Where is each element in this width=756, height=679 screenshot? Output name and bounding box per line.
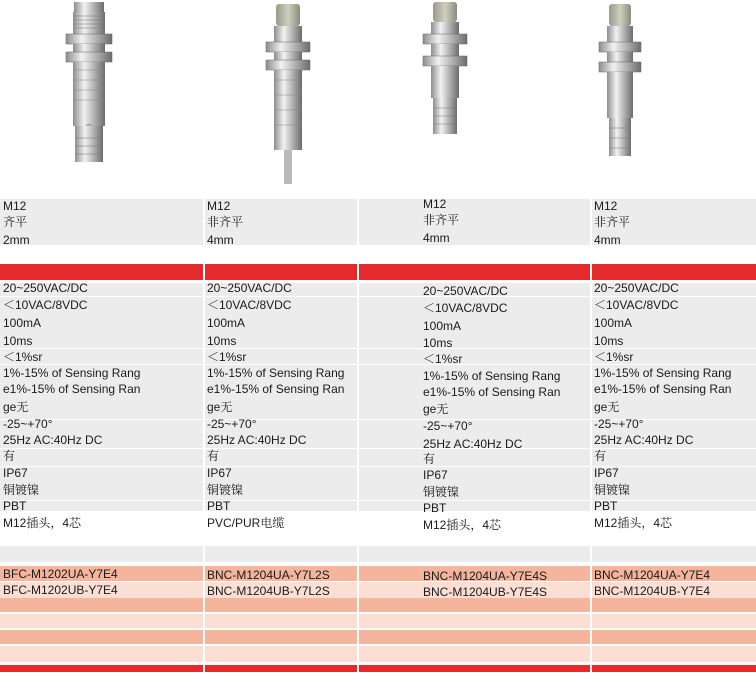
model-number-col4: BNC-M1204UB-Y7E4 bbox=[594, 584, 711, 598]
spec-frequency-col2: 25Hz AC:40Hz DC bbox=[207, 433, 307, 447]
spec-connection-col1: M12插头，4芯 bbox=[3, 516, 82, 530]
spec-repeat-col3: ＜1%sr bbox=[423, 352, 463, 366]
spec-indicator-col3: 有 bbox=[423, 452, 436, 466]
sensor-image-4 bbox=[592, 0, 648, 160]
spec-distance-col3: 4mm bbox=[423, 231, 450, 245]
spec-repeat-col2: ＜1%sr bbox=[207, 350, 247, 364]
spec-hysteresis2-col4: e1%-15% of Sensing Ran bbox=[594, 382, 732, 396]
spec-current-col4: 100mA bbox=[594, 316, 633, 330]
red-band bbox=[0, 264, 756, 280]
model-number-col3: BNC-M1204UA-Y7E4S bbox=[423, 569, 548, 583]
spec-response-col4: 10ms bbox=[594, 334, 624, 348]
spec-voltage-col3: 20~250VAC/DC bbox=[423, 284, 508, 298]
spec-housing-col4: 铜镀镍 bbox=[594, 483, 631, 497]
spec-indicator-col1: 有 bbox=[3, 449, 16, 463]
column-separator bbox=[357, 199, 359, 672]
spec-housing-col2: 铜镀镍 bbox=[207, 483, 244, 497]
spec-current-col3: 100mA bbox=[423, 319, 462, 333]
spec-frequency-col1: 25Hz AC:40Hz DC bbox=[3, 433, 103, 447]
sensor-image-1 bbox=[60, 0, 120, 170]
model-number-col2: BNC-M1204UA-Y7L2S bbox=[207, 568, 330, 582]
spec-size-col4: M12 bbox=[594, 199, 618, 213]
spec-face-col4: PBT bbox=[594, 499, 618, 513]
spec-temperature-col3: -25~+70° bbox=[423, 419, 473, 433]
spec-drop-col4: ＜10VAC/8VDC bbox=[594, 298, 679, 312]
spec-mounting-col4: 非齐平 bbox=[594, 215, 631, 229]
spec-hysteresis3-col3: ge无 bbox=[423, 402, 449, 416]
spec-distance-col4: 4mm bbox=[594, 233, 621, 247]
spec-response-col2: 10ms bbox=[207, 334, 237, 348]
spec-face-col1: PBT bbox=[3, 499, 27, 513]
spec-face-col2: PBT bbox=[207, 499, 231, 513]
spec-connection-col4: M12插头，4芯 bbox=[594, 516, 673, 530]
spec-frequency-col4: 25Hz AC:40Hz DC bbox=[594, 433, 694, 447]
light-band bbox=[0, 614, 756, 628]
spec-drop-col1: ＜10VAC/8VDC bbox=[3, 298, 88, 312]
spec-current-col2: 100mA bbox=[207, 316, 246, 330]
spec-housing-col1: 铜镀镍 bbox=[3, 483, 40, 497]
spec-connection-col3: M12插头，4芯 bbox=[423, 518, 502, 532]
spec-temperature-col1: -25~+70° bbox=[3, 417, 53, 431]
product-images bbox=[0, 0, 756, 184]
spec-hysteresis3-col2: ge无 bbox=[207, 400, 233, 414]
model-number-col1: BFC-M1202UB-Y7E4 bbox=[3, 583, 118, 597]
spec-response-col3: 10ms bbox=[423, 336, 453, 350]
spec-indicator-col2: 有 bbox=[207, 449, 220, 463]
spec-hysteresis3-col4: ge无 bbox=[594, 400, 620, 414]
spec-drop-col3: ＜10VAC/8VDC bbox=[423, 301, 508, 315]
spec-distance-col2: 4mm bbox=[207, 233, 234, 247]
spec-voltage-col4: 20~250VAC/DC bbox=[594, 281, 679, 295]
spec-frequency-col3: 25Hz AC:40Hz DC bbox=[423, 437, 523, 451]
gray-band bbox=[0, 546, 756, 562]
spec-table bbox=[0, 195, 756, 679]
spec-protection-col2: IP67 bbox=[207, 466, 232, 480]
spec-repeat-col4: ＜1%sr bbox=[594, 350, 634, 364]
spec-indicator-col4: 有 bbox=[594, 449, 607, 463]
spec-temperature-col2: -25~+70° bbox=[207, 417, 257, 431]
spec-hysteresis3-col1: ge无 bbox=[3, 400, 29, 414]
spec-hysteresis1-col3: 1%-15% of Sensing Rang bbox=[423, 369, 561, 383]
spec-hysteresis1-col2: 1%-15% of Sensing Rang bbox=[207, 366, 345, 380]
light-band bbox=[0, 630, 756, 644]
model-number-col3: BNC-M1204UB-Y7E4S bbox=[423, 585, 548, 599]
spec-repeat-col1: ＜1%sr bbox=[3, 350, 43, 364]
red-band-bottom bbox=[0, 665, 756, 672]
spec-voltage-col2: 20~250VAC/DC bbox=[207, 281, 292, 295]
light-band bbox=[0, 646, 756, 662]
spec-size-col3: M12 bbox=[423, 197, 447, 211]
spec-distance-col1: 2mm bbox=[3, 233, 30, 247]
model-number-col2: BNC-M1204UB-Y7L2S bbox=[207, 584, 330, 598]
column-separator bbox=[203, 199, 205, 672]
spec-mounting-col1: 齐平 bbox=[3, 215, 28, 229]
model-band bbox=[0, 598, 756, 612]
spec-current-col1: 100mA bbox=[3, 316, 42, 330]
spec-protection-col4: IP67 bbox=[594, 466, 619, 480]
spec-size-col1: M12 bbox=[3, 199, 27, 213]
spec-protection-col1: IP67 bbox=[3, 466, 28, 480]
spec-size-col2: M12 bbox=[207, 199, 231, 213]
sensor-image-2 bbox=[258, 0, 318, 184]
spec-hysteresis2-col1: e1%-15% of Sensing Ran bbox=[3, 382, 141, 396]
spec-connection-col2: PVC/PUR电缆 bbox=[207, 516, 285, 530]
model-number-col4: BNC-M1204UA-Y7E4 bbox=[594, 568, 711, 582]
spec-mounting-col2: 非齐平 bbox=[207, 215, 244, 229]
spec-mounting-col3: 非齐平 bbox=[423, 213, 460, 227]
spec-protection-col3: IP67 bbox=[423, 468, 448, 482]
spec-hysteresis1-col4: 1%-15% of Sensing Rang bbox=[594, 366, 732, 380]
spec-response-col1: 10ms bbox=[3, 334, 33, 348]
spec-drop-col2: ＜10VAC/8VDC bbox=[207, 298, 292, 312]
column-separator bbox=[590, 199, 592, 672]
spec-hysteresis1-col1: 1%-15% of Sensing Rang bbox=[3, 366, 141, 380]
spec-voltage-col1: 20~250VAC/DC bbox=[3, 281, 88, 295]
spec-housing-col3: 铜镀镍 bbox=[423, 485, 460, 499]
spec-temperature-col4: -25~+70° bbox=[594, 417, 644, 431]
spec-face-col3: PBT bbox=[423, 501, 447, 515]
spec-hysteresis2-col2: e1%-15% of Sensing Ran bbox=[207, 382, 345, 396]
sensor-image-3 bbox=[415, 0, 475, 140]
spec-hysteresis2-col3: e1%-15% of Sensing Ran bbox=[423, 385, 561, 399]
model-number-col1: BFC-M1202UA-Y7E4 bbox=[3, 567, 118, 581]
